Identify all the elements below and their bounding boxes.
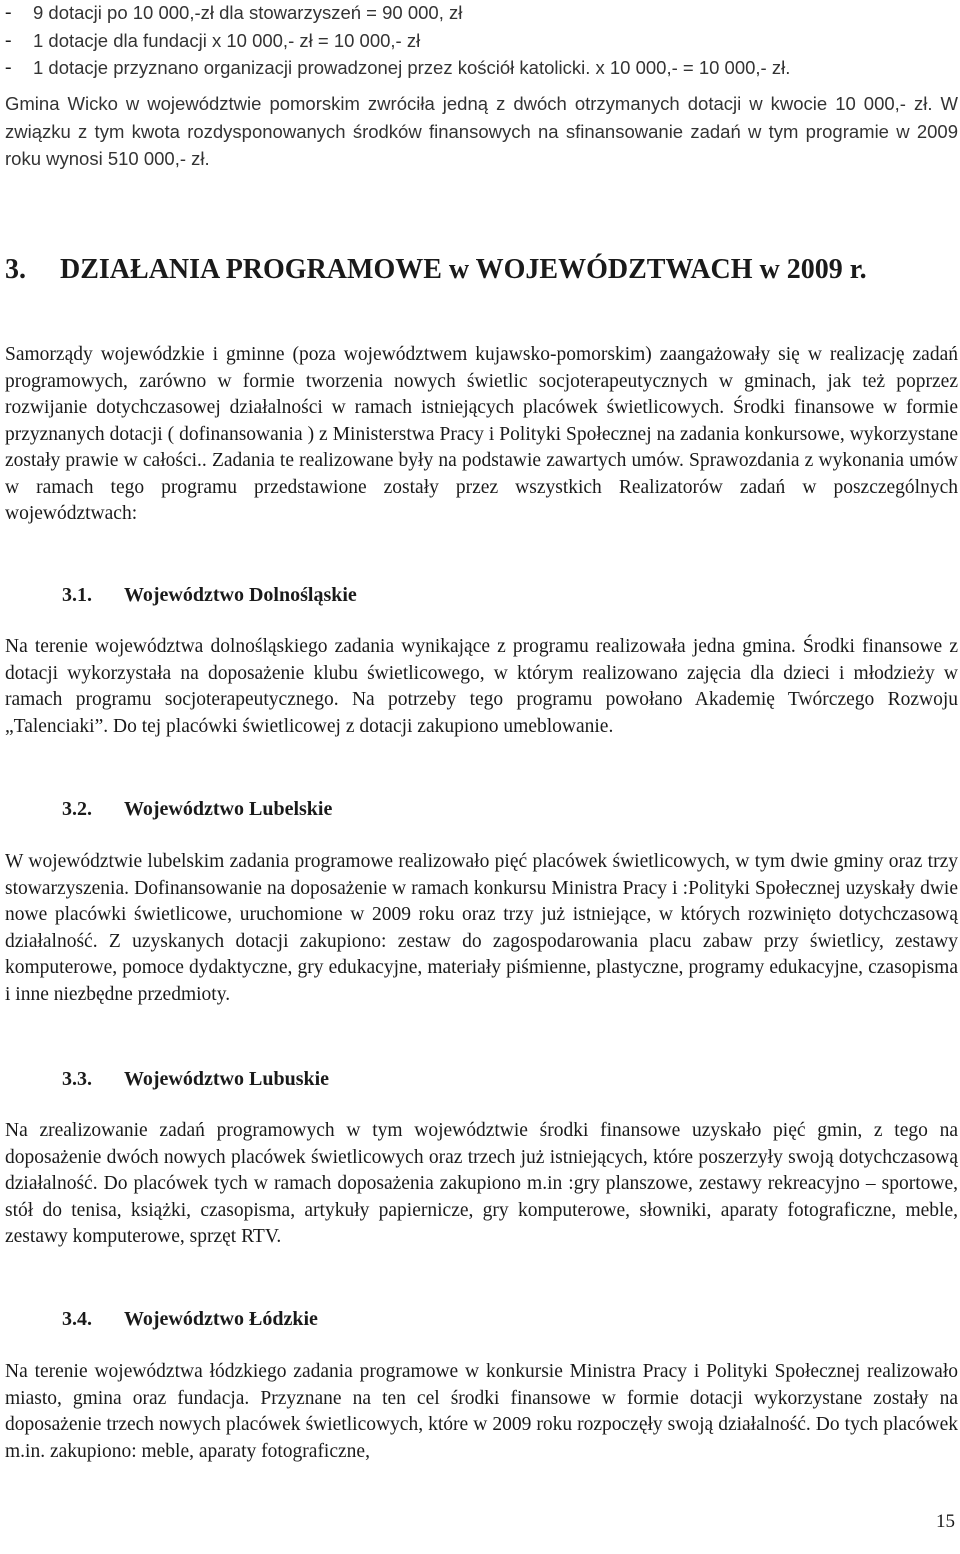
section-body: Na terenie województwa łódzkiego zadania programowe w konkursie Ministra Pracy i Polityki Społecznej realizowało miasto, gmina oraz fundacja. Przyznane na ten cel środki finansowe w formie dotacji wykorzystane zostały na doposażenie trzech nowych placówek świetlicowych, które w 2009 roku rozpoczęły swoją działalność. Do tych placówek m.in. zakupiono: meble, aparaty fotograficzne, bbox=[5, 1361, 958, 1462]
intro-paragraph-part1: Gmina Wicko w województwie pomorskim zwróciła jedną z dwóch otrzymanych dotacji w kwocie 10 000,- zł. bbox=[5, 93, 933, 114]
chapter-number: 3. bbox=[5, 254, 26, 285]
section-number: 3.4. bbox=[62, 1308, 92, 1330]
section-number: 3.1. bbox=[62, 584, 92, 606]
section-title: Województwo Lubelskie bbox=[124, 798, 333, 820]
section-heading bbox=[62, 1066, 329, 1092]
section-body: Na zrealizowanie zadań programowych w tym województwie środki finansowe uzyskało pięć gmin, z tego na doposażenie dwóch nowych placówek świetlicowych oraz trzech już istniejących, które poszerzyły swoją dotychczasową działalność. Do placówek tych w ramach doposażenia zakupiono m.in :gry planszowe, zestawy rekreacyjno – sportowe, stół do tenisa, książki, czasopisma, artykuły papiernicze, gry komputerowe, słowniki, aparaty fotograficzne, meble, zestawy komputerowe, sprzęt RTV. bbox=[5, 1120, 958, 1247]
section-body: Na terenie województwa dolnośląskiego zadania wynikające z programu realizowała jedna gmina. Środki finansowe z dotacji wykorzystała na doposażenie klubu świetlicowego, w którym realizowano zajęcia dla dzieci i młodzieży w ramach programu socjoterapeutycznego. Na potrzeby tego programu powołano Akademię Twórczego Rozwoju „Talenciaki”. Do tej placówki świetlicowej z dotacji zakupiono umeblowanie. bbox=[5, 636, 958, 737]
intro-paragraph-part2: W związku z tym kwota rozdysponowanych środków finansowych na sfinansowanie zadań w tym programie w 2009 roku wynosi 510 000,- zł. bbox=[5, 93, 958, 169]
section-heading bbox=[62, 796, 332, 822]
page-number: 15 bbox=[936, 1511, 955, 1532]
section-title: Województwo Łódzkie bbox=[124, 1308, 318, 1330]
list-item bbox=[5, 28, 945, 56]
list-item-text: 1 dotacje przyznano organizacji prowadzonej przez kościół katolicki. x 10 000,- = 10 000,- zł. bbox=[33, 57, 791, 78]
section-heading bbox=[62, 582, 357, 608]
grant-list bbox=[5, 0, 945, 83]
intro-paragraph bbox=[5, 91, 958, 174]
list-item-text: 9 dotacji po 10 000,-zł dla stowarzyszeń = 90 000, zł bbox=[33, 2, 463, 23]
list-dash: - bbox=[5, 29, 12, 51]
chapter-title: DZIAŁANIA PROGRAMOWE w WOJEWÓDZTWACH w 2009 r. bbox=[60, 254, 867, 285]
section-heading bbox=[62, 1306, 318, 1332]
section-number: 3.3. bbox=[62, 1068, 92, 1090]
list-item bbox=[5, 0, 945, 28]
section-body: W województwie lubelskim zadania programowe realizowało pięć placówek świetlicowych, w tym dwie gminy oraz trzy stowarzyszenia. Dofinansowanie na doposażenie w ramach konkursu Ministra Pracy i :Polityki Społecznej uzyskały dwie nowe placówki świetlicowe, uruchomione w 2009 roku oraz trzy już istniejące, w których rozwinięto dotychczasową działalność. Z uzyskanych dotacji zakupiono: zestaw do zagospodarowania placu zabaw przy świetlicy, zestawy komputerowe, pomoce dydaktyczne, gry edukacyjne, materiały piśmienne, plastyczne, programy edukacyjne, czasopisma i inne niezbędne przedmioty. bbox=[5, 851, 958, 1005]
list-dash: - bbox=[5, 2, 12, 23]
section-title: Województwo Lubuskie bbox=[124, 1068, 330, 1090]
chapter-heading bbox=[5, 253, 867, 287]
list-item-text: 1 dotacje dla fundacji x 10 000,- zł = 10 000,- zł bbox=[33, 29, 421, 51]
list-item bbox=[5, 55, 945, 83]
section-number: 3.2. bbox=[62, 798, 92, 820]
list-dash: - bbox=[5, 57, 12, 78]
section-title: Województwo Dolnośląskie bbox=[124, 584, 357, 606]
chapter-intro-paragraph: Samorządy wojewódzkie i gminne (poza województwem kujawsko-pomorskim) zaangażowały się w realizację zadań programowych, zarówno w formie tworzenia nowych świetlic socjoterapeutycznych w gminach, jak też poprzez rozwijanie dotychczasowej działalności w ramach istniejących placówek świetlicowych. Środki finansowe w formie przyznanych dotacji ( dofinansowania ) z Ministerstwa Pracy i Polityki Społecznej na zadania konkursowe, wykorzystane zostały prawie w całości.. Zadania te realizowane były na podstawie zawartych umów. Sprawozdania z wykonania umów w ramach tego programu przedstawione zostały przez wszystkich Realizatorów zadań w poszczególnych województwach: bbox=[5, 344, 958, 524]
